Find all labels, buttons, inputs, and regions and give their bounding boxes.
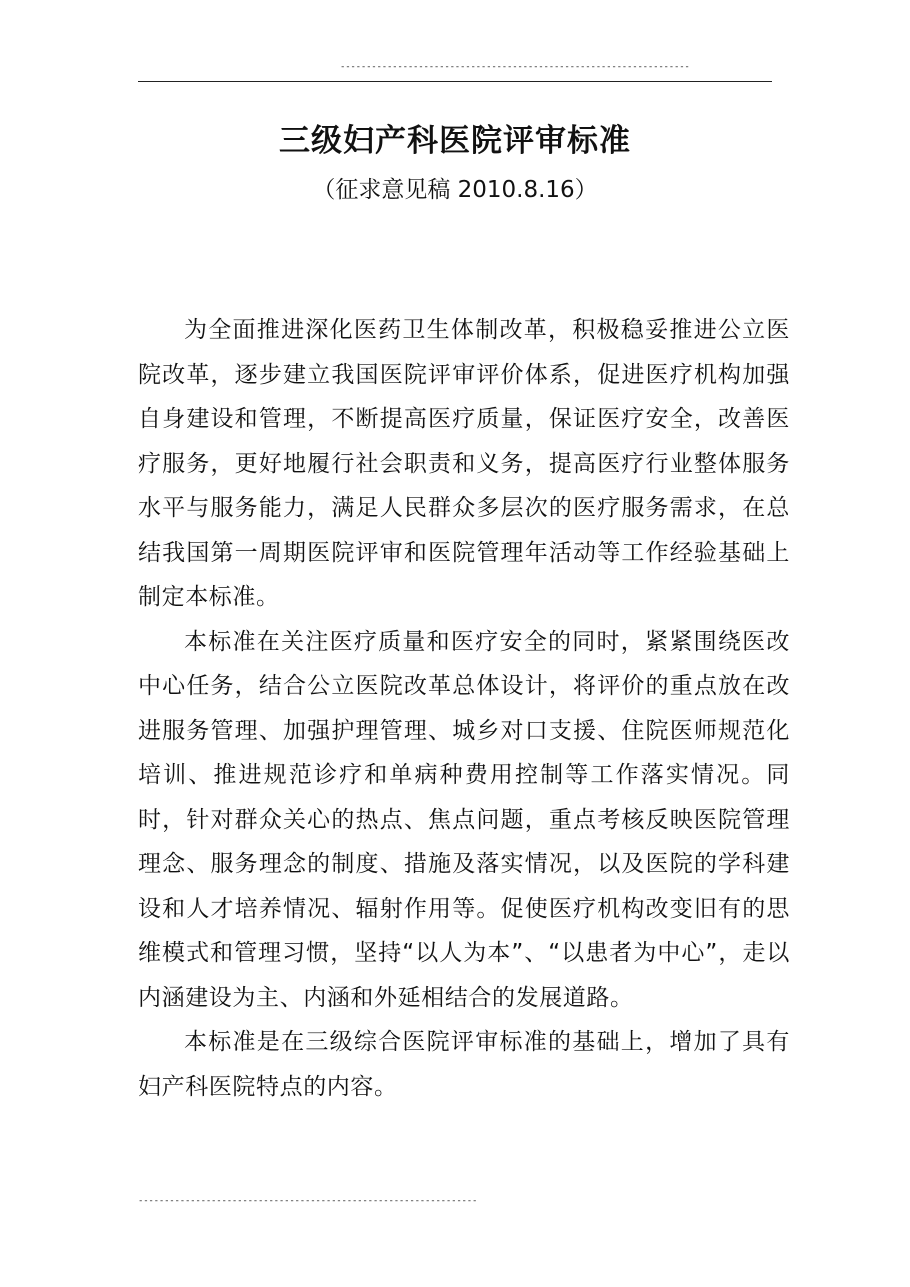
header-rule	[138, 81, 772, 82]
document-body	[138, 308, 790, 1109]
document-title: 三级妇产科医院评审标准	[279, 123, 631, 159]
body-paragraph: 本标准是在三级综合医院评审标准的基础上，增加了具有妇产科医院特点的内容。	[138, 1029, 790, 1100]
footer-dashed-line: -----------------------------------------------------------------	[138, 1196, 478, 1206]
document-subtitle: （征求意见稿 2010.8.16）	[312, 177, 598, 203]
body-paragraph: 本标准在关注医疗质量和医疗安全的同时，紧紧围绕医改中心任务，结合公立医院改革总体设计，将评价的重点放在改进服务管理、加强护理管理、城乡对口支援、住院医师规范化培训、推进规范诊疗和单病种费用控制等工作落实情况。同时，针对群众关心的热点、焦点问题，重点考核反映医院管理理念、服务理念的制度、措施及落实情况，以及医院的学科建设和人才培养情况、辐射作用等。促使医疗机构改变旧有的思维模式和管理习惯，坚持“以人为本”、“以患者为中心”，走以内涵建设为主、内涵和外延相结合的发展道路。	[138, 628, 790, 1011]
body-paragraph: 为全面推进深化医药卫生体制改革，积极稳妥推进公立医院改革，逐步建立我国医院评审评价体系，促进医疗机构加强自身建设和管理，不断提高医疗质量，保证医疗安全，改善医疗服务，更好地履行社会职责和义务，提高医疗行业整体服务水平与服务能力，满足人民群众多层次的医疗服务需求，在总结我国第一周期医院评审和医院管理年活动等工作经验基础上制定本标准。	[138, 317, 790, 610]
header-dashed-line: -------------------------------------------------------------------	[340, 62, 690, 72]
